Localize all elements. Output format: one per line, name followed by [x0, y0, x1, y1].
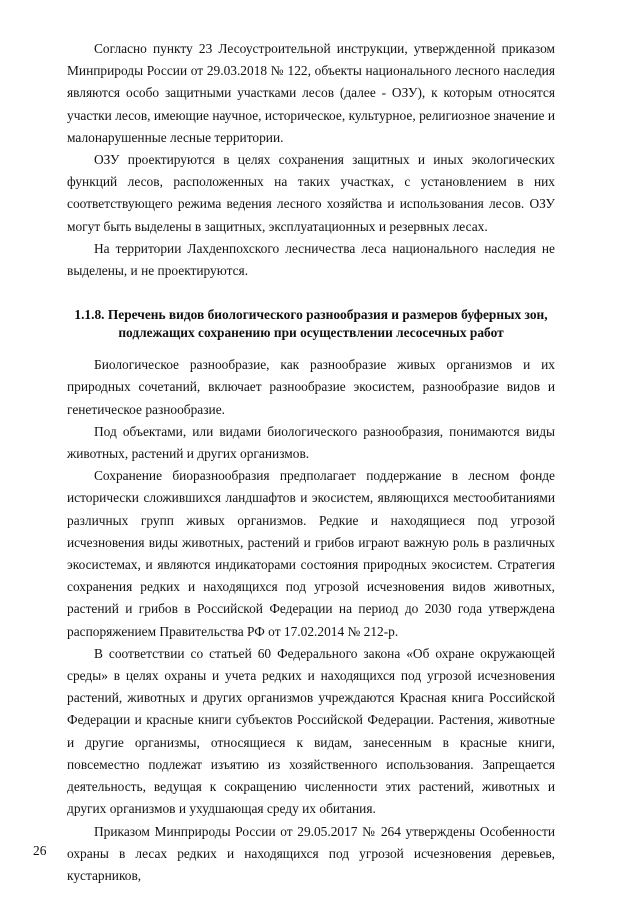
page-number: 26 [33, 843, 47, 858]
paragraph-biodiversity-conservation: Сохранение биоразнообразия предполагает поддержание в лесном фонде исторически сложившихся ландшафтов и экосистем, являющихся местообитаниями различных групп живых организмов. Редкие и находящиеся под угрозой исчезновения виды животных, растений и грибов играют важную роль в различных экосистемах, и являются индикаторами состояния природных экосистем. Стратегия сохранения редких и находящихся под угрозой исчезновения видов животных, растений и грибов в Российской Федерации на период до 2030 года утверждена распоряжением Правительства РФ от 17.02.2014 № 212-р. [67, 468, 555, 639]
paragraph-ozu-definition: Согласно пункту 23 Лесоустроительной инструкции, утвержденной приказом Минприроды России от 29.03.2018 № 122, объекты национального лесного наследия являются особо защитными участками лесов (далее - ОЗУ), к которым относятся участки лесов, имеющие научное, историческое, культурное, религиозное значение и малонарушенные лесные территории. [67, 41, 555, 145]
paragraph-biodiversity-objects: Под объектами, или видами биологического разнообразия, понимаются виды животных, растений и других организмов. [67, 423, 555, 462]
paragraph-biodiversity-definition: Биологическое разнообразие, как разнообразие живых организмов и их природных сочетаний, включает разнообразие экосистем, разнообразие видов и генетическое разнообразие. [67, 357, 555, 417]
paragraph-order-264: Приказом Минприроды России от 29.05.2017 № 264 утверждены Особенности охраны в лесах редких и находящихся под угрозой исчезновения деревьев, кустарников, [67, 823, 555, 883]
paragraph-red-book: В соответствии со статьей 60 Федерального закона «Об охране окружающей среды» в целях охраны и учета редких и находящихся под угрозой исчезновения растений, животных и других организмов учреждаются Красная книга Российской Федерации и красные книги субъектов Российской Федерации. Растения, животные и другие организмы, относящиеся к видам, занесенным в красные книги, повсеместно подлежат изъятию из хозяйственного использования. Запрещается деятельность, ведущая к сокращению численности этих растений, животных и других организмов и ухудшающая среду их обитания. [67, 645, 555, 817]
paragraph-ozu-purpose: ОЗУ проектируются в целях сохранения защитных и иных экологических функций лесов, расположенных на таких участках, с установлением в них соответствующего режима ведения лесного хозяйства и использования лесов. ОЗУ могут быть выделены в защитных, эксплуатационных и резервных лесах. [67, 152, 555, 234]
section-heading-line-1: 1.1.8. Перечень видов биологического разнообразия и размеров буферных зон, [74, 307, 548, 323]
section-heading-line-2: подлежащих сохранению при осуществлении лесосечных работ [118, 325, 504, 341]
section-heading [67, 306, 555, 342]
paragraph-lahdenpohja: На территории Лахденпохского лесничества леса национального наследия не выделены, и не проектируются. [67, 240, 555, 279]
document-body [67, 38, 555, 887]
